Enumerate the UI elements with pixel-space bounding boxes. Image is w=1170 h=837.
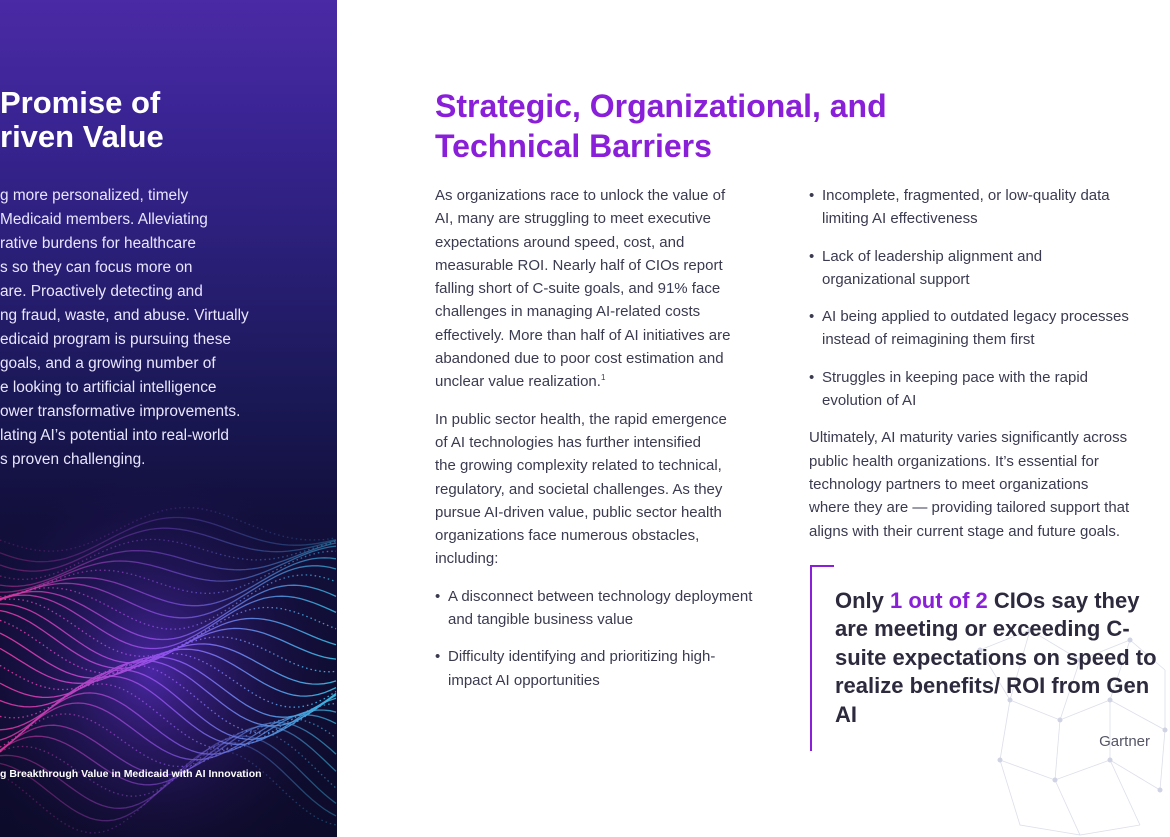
left-panel-title: Promise of riven Value <box>0 85 164 154</box>
list-item <box>809 366 1165 413</box>
callout-source: Gartner <box>1099 733 1150 750</box>
intro-paragraph <box>435 184 795 394</box>
bullet-icon: • <box>435 648 441 666</box>
context-paragraph: In public sector health, the rapid emergence of AI technologies has further intensified the growing complexity related to technical, regulatory, and societal challenges. As they pursue AI-driven value, public sector health organizations face numerous obstacles, including: <box>435 410 727 568</box>
list-item <box>435 645 795 692</box>
list-item-text: AI being applied to outdated legacy processes instead of reimagining them first <box>822 308 1129 349</box>
document-footer-title: g Breakthrough Value in Medicaid with AI Innovation <box>0 768 262 780</box>
list-item-text: Incomplete, fragmented, or low-quality data limiting AI effectiveness <box>822 187 1110 228</box>
column-right <box>809 184 1165 543</box>
list-item <box>809 305 1165 352</box>
list-item <box>809 184 1165 231</box>
obstacles-list-part2 <box>809 184 1165 412</box>
footnote-marker: 1 <box>600 373 606 383</box>
bullet-icon: • <box>435 587 441 605</box>
callout-highlight: 1 out of 2 <box>890 588 988 613</box>
left-panel-body: g more personalized, timely Medicaid members. Alleviating rative burdens for healthcare s so they can focus more on are. Proactively detecting and ng fraud, waste, and abuse. Virtually edicaid program is pursuing these goals, and a growing number of e looking to artificial intelligence ower transformative improvements. lating AI’s potential into real-world s proven challenging. <box>0 187 249 468</box>
callout-quote <box>835 587 1165 729</box>
bullet-icon: • <box>809 368 815 386</box>
list-item-text: Struggles in keeping pace with the rapid evolution of AI <box>822 368 1089 410</box>
section-heading: Strategic, Organizational, and Technical Barriers <box>435 88 887 164</box>
bullet-icon: • <box>809 247 815 265</box>
intro-paragraph-text: As organizations race to unlock the value of AI, many are struggling to meet executive expectations around speed, cost, and measurable ROI. Nearly half of CIOs report falling short of C-suite goals, and 91% face challenges in managing AI-related costs effectively. More than half of AI initiatives are abandoned due to poor cost estimation and unclear value realization. <box>435 187 731 391</box>
closing-paragraph: Ultimately, AI maturity varies significantly across public health organizations. It’s essential for technology partners to meet organizations where they are — providing tailored support that aligns with their current stage and future goals. <box>809 429 1130 540</box>
callout-border <box>810 565 834 751</box>
list-item <box>435 585 795 632</box>
bullet-icon: • <box>809 308 815 326</box>
abstract-wave-artwork <box>0 470 337 837</box>
list-item-text: A disconnect between technology deployment and tangible business value <box>448 587 753 629</box>
callout-prefix: Only <box>835 588 891 613</box>
list-item <box>809 245 1165 292</box>
list-item-text: Difficulty identifying and prioritizing high- impact AI opportunities <box>448 648 716 689</box>
column-left <box>435 184 795 706</box>
obstacles-list-part1 <box>435 585 795 692</box>
list-item-text: Lack of leadership alignment and organizational support <box>822 247 1043 288</box>
callout-suffix: CIOs say they are meeting or exceeding C-suite expectations on speed to realize benefits/ ROI from Gen AI <box>835 588 1157 727</box>
bullet-icon: • <box>809 187 815 204</box>
cover-image-panel <box>0 0 337 837</box>
